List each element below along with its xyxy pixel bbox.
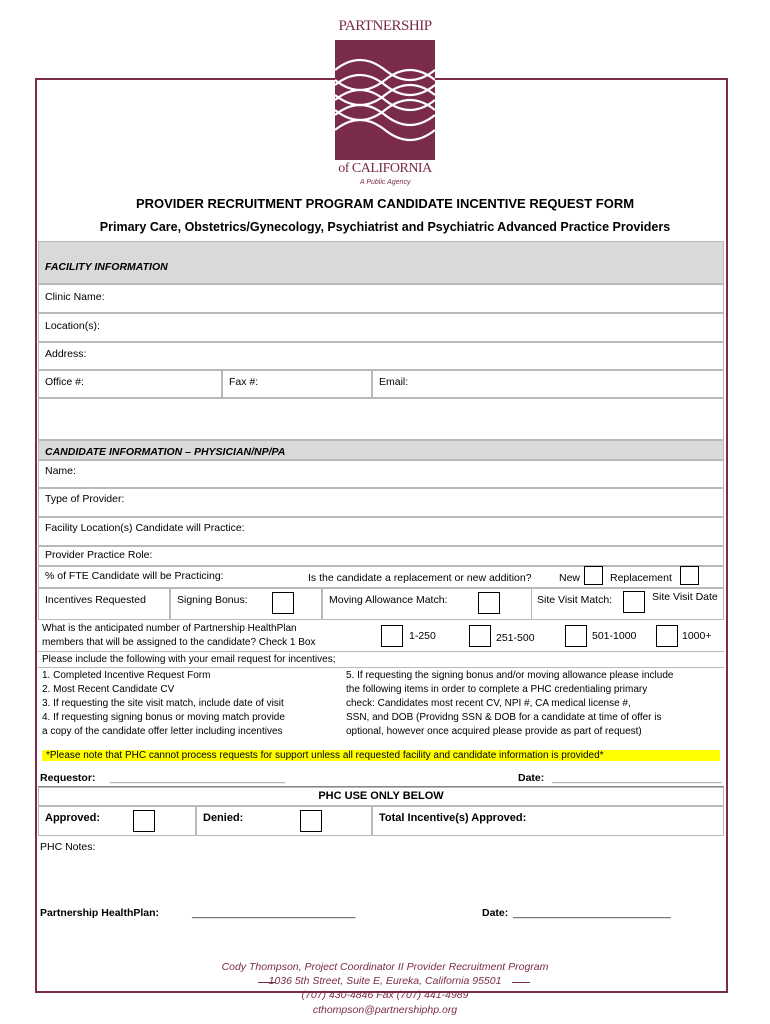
footer-email[interactable]: cthompson@partnershiphp.org	[312, 1004, 458, 1016]
members-1000-plus-checkbox[interactable]	[656, 625, 678, 647]
candidate-header-label: CANDIDATE INFORMATION – PHYSICIAN/NP/PA	[45, 446, 286, 458]
footer-phone: (707) 430-4846 Fax (707) 441-4989	[301, 989, 469, 1001]
requestor-date-label: Date:	[518, 772, 545, 784]
practice-role-field[interactable]	[38, 546, 724, 566]
requirement-item: the following items in order to complete a PHC credentialing primary	[346, 684, 648, 695]
locations-field[interactable]	[38, 313, 724, 342]
practice-role-label: Provider Practice Role:	[45, 549, 153, 561]
requirement-item: 2. Most Recent Candidate CV	[42, 684, 175, 695]
replacement-checkbox[interactable]	[680, 566, 699, 585]
facility-location-field[interactable]	[38, 517, 724, 546]
phc-header-cell	[38, 787, 724, 806]
total-approved-cell[interactable]	[372, 806, 724, 836]
requirement-item: 3. If requesting the site visit match, include date of visit	[42, 698, 284, 709]
incentives-label: Incentives Requested	[45, 594, 146, 606]
replacement-label: Replacement	[610, 572, 672, 584]
requestor-label: Requestor:	[40, 772, 96, 784]
form-title: PROVIDER RECRUITMENT PROGRAM CANDIDATE INCENTIVE REQUEST FORM	[135, 196, 635, 211]
phc-header: PHC USE ONLY BELOW	[318, 790, 444, 802]
plan-signature-line[interactable]: ____________________________	[192, 907, 356, 919]
opt-251-500: 251-500	[496, 632, 535, 644]
plan-date-label: Date:	[482, 907, 509, 919]
fte-label: % of FTE Candidate will be Practicing:	[45, 570, 224, 582]
incentives-label-cell	[38, 588, 170, 620]
approved-checkbox[interactable]	[133, 810, 155, 832]
moving-allowance-checkbox[interactable]	[478, 592, 500, 614]
facility-spacer	[38, 398, 724, 440]
provider-type-field[interactable]	[38, 488, 724, 517]
office-field[interactable]	[38, 370, 222, 398]
moving-cell	[322, 588, 532, 620]
plan-label: Partnership HealthPlan:	[40, 907, 160, 919]
requirement-item: check: Candidates most recent CV, NPI #, CA medical license #,	[346, 698, 631, 709]
members-251-500-checkbox[interactable]	[469, 625, 491, 647]
requirement-item: 4. If requesting signing bonus or moving match provide	[42, 712, 285, 723]
footer-rule-right	[512, 982, 530, 983]
denied-cell	[196, 806, 372, 836]
site-visit-label: Site Visit Match:	[537, 594, 613, 606]
form-subtitle: Primary Care, Obstetrics/Gynecology, Psychiatrist and Psychiatric Advanced Practice Providers	[99, 220, 671, 234]
phc-notes-label: PHC Notes:	[40, 841, 96, 853]
clinic-name-label: Clinic Name:	[45, 291, 105, 303]
requirement-item: 5. If requesting the signing bonus and/or moving allowance please include	[346, 670, 674, 681]
members-question-line1: What is the anticipated number of Partnership HealthPlan	[42, 623, 297, 634]
new-label: New	[559, 572, 581, 584]
facility-location-label: Facility Location(s) Candidate will Practice:	[45, 522, 245, 534]
signing-bonus-checkbox[interactable]	[272, 592, 294, 614]
site-visit-checkbox[interactable]	[623, 591, 645, 613]
approved-label: Approved:	[45, 812, 100, 824]
members-1-250-checkbox[interactable]	[381, 625, 403, 647]
requirement-item: 1. Completed Incentive Request Form	[42, 670, 211, 681]
include-instruction: Please include the following with your email request for incentives;	[42, 654, 336, 665]
logo-bottom-text: of CALIFORNIA	[338, 161, 432, 176]
plan-date-line[interactable]: ___________________________	[513, 907, 671, 919]
candidate-name-label: Name:	[45, 465, 76, 477]
members-question-line2: members that will be assigned to the candidate? Check 1 Box	[42, 637, 316, 648]
site-visit-date-label: Site Visit Date	[652, 591, 718, 603]
email-label: Email:	[379, 376, 409, 388]
requirement-item: SSN, and DOB (Providng SSN & DOB for a candidate at time of offer is	[346, 712, 662, 723]
requirements-left	[42, 669, 342, 739]
total-approved-label: Total Incentive(s) Approved:	[379, 812, 527, 824]
requestor-line[interactable]: ______________________________	[110, 772, 286, 784]
moving-label: Moving Allowance Match:	[329, 594, 448, 606]
facility-header	[38, 241, 724, 284]
clinic-name-field[interactable]	[38, 284, 724, 313]
address-field[interactable]	[38, 342, 724, 370]
opt-1000-plus: 1000+	[682, 630, 712, 642]
requirement-item: optional, however once acquired please provide as part of request)	[346, 726, 642, 737]
opt-1-250: 1-250	[409, 630, 436, 642]
requirement-item: a copy of the candidate offer letter including incentives	[42, 726, 283, 737]
replacement-question: Is the candidate a replacement or new addition?	[308, 572, 532, 584]
partnership-logo	[330, 18, 440, 193]
divider-line	[38, 667, 724, 668]
opt-501-1000: 501-1000	[592, 630, 637, 642]
fax-field[interactable]	[222, 370, 372, 398]
requirements-right	[346, 669, 726, 739]
denied-label: Denied:	[203, 812, 244, 824]
notice-banner: *Please note that PHC cannot process requests for support unless all requested facility and candidate information is provided*	[42, 750, 720, 761]
divider-line	[38, 651, 724, 652]
logo-top-text: PARTNERSHIP	[338, 18, 432, 34]
logo-emblem-icon	[335, 40, 435, 160]
fax-label: Fax #:	[229, 376, 259, 388]
provider-type-label: Type of Provider:	[45, 493, 125, 505]
footer-contact-name: Cody Thompson, Project Coordinator II Provider Recruitment Program	[221, 961, 549, 973]
candidate-name-field[interactable]	[38, 460, 724, 488]
signing-label: Signing Bonus:	[177, 594, 248, 606]
logo-tagline: A Public Agency	[360, 179, 411, 186]
denied-checkbox[interactable]	[300, 810, 322, 832]
members-501-1000-checkbox[interactable]	[565, 625, 587, 647]
requestor-date-line[interactable]: _____________________________	[552, 772, 722, 784]
address-label: Address:	[45, 348, 87, 360]
logo-mid-text: HEALTHPLAN	[341, 145, 429, 160]
locations-label: Location(s):	[45, 320, 100, 332]
candidate-header	[38, 440, 724, 460]
office-label: Office #:	[45, 376, 84, 388]
approved-cell	[38, 806, 196, 836]
email-field[interactable]	[372, 370, 724, 398]
new-checkbox[interactable]	[584, 566, 603, 585]
facility-header-label: FACILITY INFORMATION	[45, 261, 168, 273]
footer-address: 1036 5th Street, Suite E, Eureka, California 95501	[268, 975, 502, 987]
signing-cell	[170, 588, 322, 620]
